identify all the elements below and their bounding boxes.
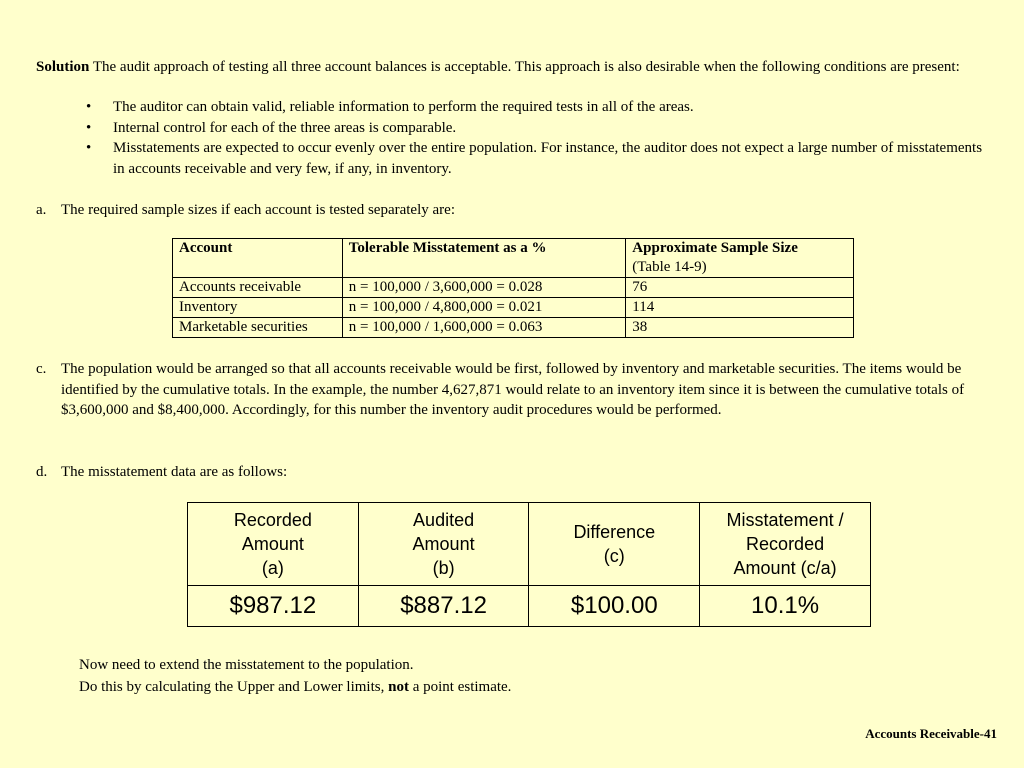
bullet-icon: • <box>86 99 92 115</box>
solution-heading: Solution <box>36 59 90 75</box>
header-difference: Difference (c) <box>529 503 700 586</box>
header-recorded-amount: Recorded Amount (a) <box>188 503 359 586</box>
misstatement-table <box>187 502 871 627</box>
table-header-row <box>173 239 854 278</box>
condition-item: • The auditor can obtain valid, reliable information to perform the required tests in all of the areas. <box>36 97 996 118</box>
emphasis-not: not <box>388 679 409 695</box>
part-a-text: The required sample sizes if each account is tested separately are: <box>61 202 455 218</box>
recorded-amount-value: $987.12 <box>188 586 359 627</box>
condition-item: • Misstatements are expected to occur evenly over the entire population. For instance, the auditor does not expect a large number of misstatements in accounts receivable and very few, if any, in inventory. <box>86 140 983 177</box>
closing-line-1: Now need to extend the misstatement to the population. <box>79 657 414 673</box>
part-a <box>36 200 996 221</box>
header-audited-amount: Audited Amount (b) <box>358 503 529 586</box>
header-tolerable-misstatement: Tolerable Misstatement as a % <box>342 239 626 278</box>
table-row: Accounts receivable n = 100,000 / 3,600,000 = 0.028 76 <box>173 278 854 298</box>
solution-paragraph <box>36 57 996 78</box>
header-misstatement-ratio: Misstatement / Recorded Amount (c/a) <box>700 503 871 586</box>
table-row <box>188 586 871 627</box>
conditions-list <box>36 97 996 179</box>
bullet-icon: • <box>86 140 92 156</box>
header-sample-size-sub: (Table 14-9) <box>632 259 707 275</box>
table-row: Marketable securities n = 100,000 / 1,600,000 = 0.063 38 <box>173 318 854 338</box>
header-account: Account <box>173 239 343 278</box>
condition-item: • Internal control for each of the three areas is comparable. <box>36 118 996 139</box>
solution-text: The audit approach of testing all three account balances is acceptable. This approach is also desirable when the following conditions are present: <box>89 59 960 75</box>
misstatement-ratio-value: 10.1% <box>700 586 871 627</box>
part-d-label: d. <box>36 464 48 480</box>
closing-line-2: Do this by calculating the Upper and Lower limits, not a point estimate. <box>79 679 512 695</box>
part-c <box>36 359 996 421</box>
sample-size-table <box>172 238 854 338</box>
part-c-label: c. <box>36 361 47 377</box>
slide-footer: Accounts Receivable-41 <box>865 726 997 741</box>
difference-value: $100.00 <box>529 586 700 627</box>
part-d-text: The misstatement data are as follows: <box>61 464 288 480</box>
part-c-text: The population would be arranged so that all accounts receivable would be first, followed by inventory and marketable securities. The items would be identified by the cumulative totals. In the example, the number 4,627,871 would relate to an inventory item since it is between the cumulative totals of $3,600,000 and $8,400,000. Accordingly, for this number the inventory audit procedures would be performed. <box>61 361 965 418</box>
part-d <box>36 462 996 483</box>
closing-note <box>79 654 979 698</box>
table-row: Inventory n = 100,000 / 4,800,000 = 0.021 114 <box>173 298 854 318</box>
table-header-row <box>188 503 871 586</box>
part-a-label: a. <box>36 202 47 218</box>
bullet-icon: • <box>86 119 92 136</box>
audited-amount-value: $887.12 <box>358 586 529 627</box>
header-sample-size: Approximate Sample Size (Table 14-9) <box>626 239 854 278</box>
